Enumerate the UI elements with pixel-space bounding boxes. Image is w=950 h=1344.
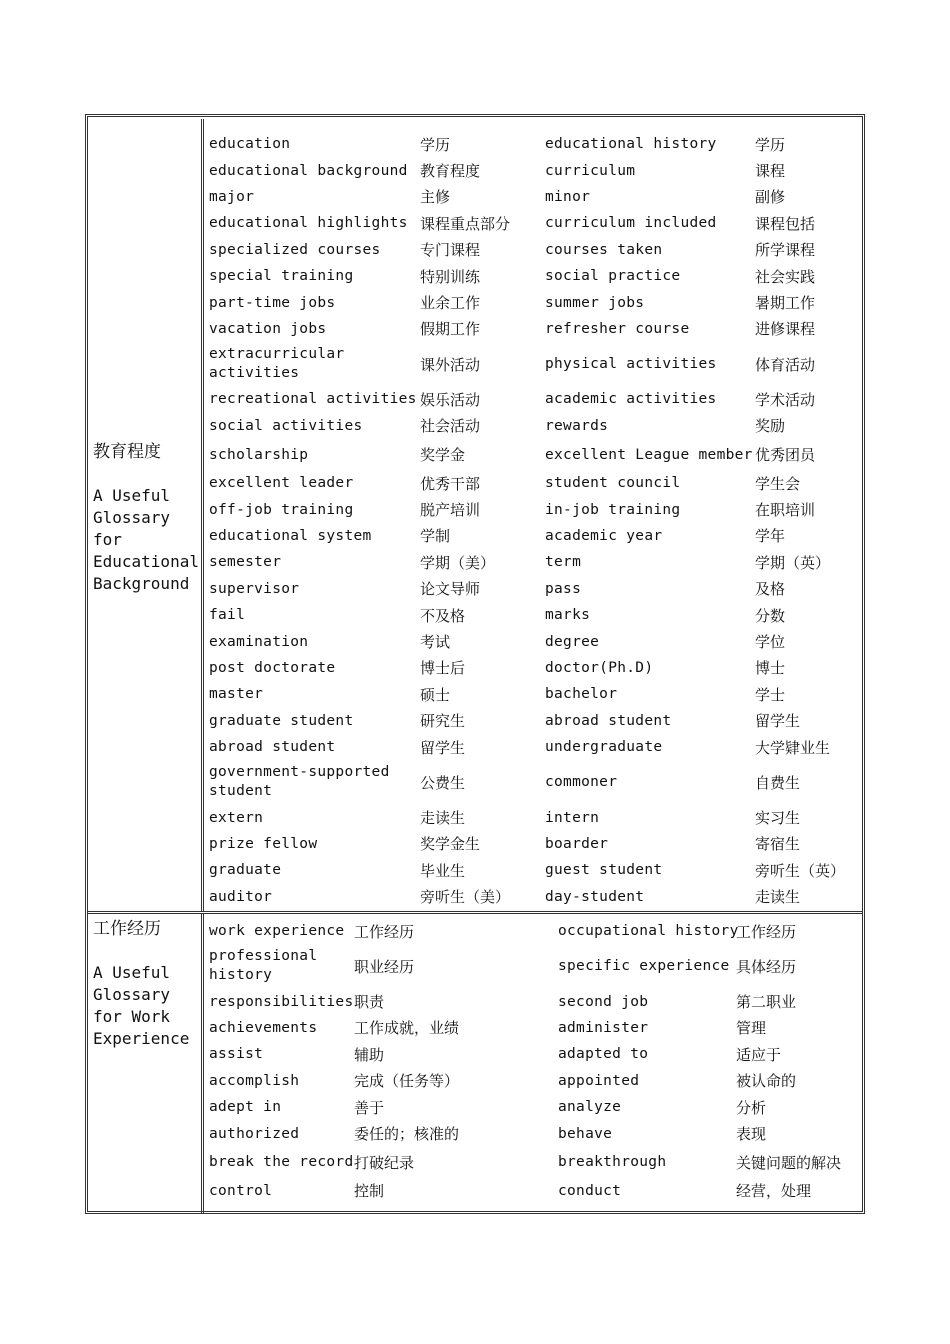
term-chinese: 课程 bbox=[755, 162, 786, 181]
table-row bbox=[209, 1094, 859, 1120]
table-row bbox=[209, 386, 859, 412]
term-english: off-job training bbox=[209, 501, 354, 518]
term-english: extracurricular activities bbox=[209, 346, 345, 382]
term-english: minor bbox=[545, 188, 591, 205]
term-english: academic year bbox=[545, 527, 663, 544]
term-chinese: 职责 bbox=[354, 993, 385, 1012]
term-chinese: 专门课程 bbox=[420, 241, 481, 260]
term-chinese: 学术活动 bbox=[755, 390, 816, 409]
term-chinese: 学期（美） bbox=[420, 553, 496, 572]
term-chinese: 走读生 bbox=[755, 888, 801, 907]
term-english: courses taken bbox=[545, 241, 663, 258]
term-chinese: 进修课程 bbox=[755, 320, 816, 339]
term-chinese: 寄宿生 bbox=[755, 835, 801, 854]
term-chinese: 留学生 bbox=[755, 712, 801, 731]
term-english: term bbox=[545, 554, 582, 571]
table-row bbox=[209, 857, 859, 883]
term-chinese: 分析 bbox=[736, 1098, 767, 1117]
term-chinese: 学历 bbox=[755, 135, 786, 154]
term-english: analyze bbox=[558, 1099, 622, 1116]
term-chinese: 在职培训 bbox=[755, 501, 816, 520]
term-english: excellent League member bbox=[545, 446, 753, 463]
term-chinese: 博士 bbox=[755, 659, 786, 678]
term-chinese: 学年 bbox=[755, 527, 786, 546]
term-english: intern bbox=[545, 809, 600, 826]
table-row bbox=[209, 470, 859, 496]
term-chinese: 研究生 bbox=[420, 712, 466, 731]
term-chinese: 走读生 bbox=[420, 809, 466, 828]
term-chinese: 毕业生 bbox=[420, 861, 466, 880]
term-chinese: 奖学金生 bbox=[420, 835, 481, 854]
term-english: educational system bbox=[209, 527, 372, 544]
table-row bbox=[209, 1178, 859, 1204]
term-chinese: 辅助 bbox=[354, 1045, 385, 1064]
term-english: boarder bbox=[545, 835, 609, 852]
term-chinese: 及格 bbox=[755, 580, 786, 599]
section-label-en: A Useful Glossary for Work Experience bbox=[93, 963, 190, 1048]
term-english: major bbox=[209, 188, 255, 205]
term-english: break the record bbox=[209, 1154, 354, 1171]
table-row bbox=[209, 289, 859, 315]
table-row bbox=[209, 210, 859, 236]
term-chinese: 不及格 bbox=[420, 606, 466, 625]
table-row bbox=[209, 602, 859, 628]
term-chinese: 旁听生（英） bbox=[755, 861, 846, 880]
section-label-en: A Useful Glossary for Educational Background bbox=[93, 486, 199, 593]
term-english: educational history bbox=[545, 136, 717, 153]
table-row bbox=[209, 263, 859, 289]
term-english: bachelor bbox=[545, 686, 618, 703]
term-chinese: 关键问题的解决 bbox=[736, 1153, 842, 1172]
term-chinese: 考试 bbox=[420, 633, 451, 652]
table-row bbox=[209, 1041, 859, 1067]
term-english: curriculum included bbox=[545, 215, 717, 232]
term-english: social activities bbox=[209, 417, 363, 434]
term-chinese: 分数 bbox=[755, 606, 786, 625]
table-row bbox=[209, 184, 859, 210]
term-chinese: 工作经历 bbox=[354, 922, 415, 941]
term-english: post doctorate bbox=[209, 659, 336, 676]
term-chinese: 学位 bbox=[755, 633, 786, 652]
term-english: authorized bbox=[209, 1125, 300, 1142]
term-chinese: 第二职业 bbox=[736, 993, 797, 1012]
term-english: part-time jobs bbox=[209, 294, 336, 311]
term-english: achievements bbox=[209, 1019, 318, 1036]
term-english: work experience bbox=[209, 923, 345, 940]
table-row bbox=[209, 413, 859, 439]
term-chinese: 善于 bbox=[354, 1098, 385, 1117]
table-row bbox=[209, 918, 859, 944]
term-chinese: 硕士 bbox=[420, 685, 451, 704]
term-chinese: 脱产培训 bbox=[420, 501, 481, 520]
term-chinese: 业余工作 bbox=[420, 294, 481, 313]
term-english: excellent leader bbox=[209, 475, 354, 492]
term-chinese: 优秀团员 bbox=[755, 446, 816, 464]
term-english: responsibilities bbox=[209, 993, 354, 1010]
term-chinese: 社会实践 bbox=[755, 267, 816, 286]
section-label-cell bbox=[88, 119, 204, 911]
term-english: assist bbox=[209, 1046, 264, 1063]
term-english: occupational history bbox=[558, 923, 739, 940]
section-work-experience bbox=[88, 911, 862, 1213]
term-chinese: 教育程度 bbox=[420, 162, 481, 181]
glossary-table bbox=[85, 114, 865, 1214]
term-english: extern bbox=[209, 809, 264, 826]
term-chinese: 适应于 bbox=[736, 1045, 782, 1064]
term-english: supervisor bbox=[209, 580, 300, 597]
term-english: adapted to bbox=[558, 1046, 649, 1063]
term-chinese: 课外活动 bbox=[420, 355, 481, 374]
term-chinese: 学期（英） bbox=[755, 553, 831, 572]
term-english: summer jobs bbox=[545, 294, 645, 311]
term-english: appointed bbox=[558, 1072, 640, 1089]
term-chinese: 学历 bbox=[420, 135, 451, 154]
term-english: graduate student bbox=[209, 712, 354, 729]
table-row bbox=[209, 760, 859, 804]
term-chinese: 完成（任务等） bbox=[354, 1072, 460, 1091]
table-row bbox=[209, 523, 859, 549]
term-chinese: 社会活动 bbox=[420, 417, 481, 436]
table-row bbox=[209, 157, 859, 183]
term-english: abroad student bbox=[209, 739, 336, 756]
section-educational-background bbox=[88, 119, 862, 911]
table-row bbox=[209, 237, 859, 263]
term-english: specific experience bbox=[558, 957, 730, 974]
term-chinese: 职业经历 bbox=[354, 957, 415, 976]
term-chinese: 所学课程 bbox=[755, 241, 816, 260]
table-row bbox=[209, 804, 859, 830]
term-chinese: 具体经历 bbox=[736, 957, 797, 976]
table-row bbox=[209, 884, 859, 910]
term-english: behave bbox=[558, 1125, 613, 1142]
term-chinese: 学生会 bbox=[755, 474, 801, 493]
term-english: refresher course bbox=[545, 320, 690, 337]
term-english: pass bbox=[545, 580, 582, 597]
term-english: special training bbox=[209, 268, 354, 285]
term-chinese: 实习生 bbox=[755, 809, 801, 828]
term-chinese: 娱乐活动 bbox=[420, 390, 481, 409]
term-english: in-job training bbox=[545, 501, 681, 518]
table-row bbox=[209, 549, 859, 575]
term-english: commoner bbox=[545, 773, 618, 790]
term-chinese: 学制 bbox=[420, 527, 451, 546]
section-label-zh: 教育程度 bbox=[93, 442, 161, 462]
table-row bbox=[209, 1120, 859, 1146]
term-english: social practice bbox=[545, 268, 681, 285]
section-label-cell bbox=[88, 914, 204, 1213]
term-english: control bbox=[209, 1182, 273, 1199]
term-english: conduct bbox=[558, 1182, 622, 1199]
term-english: doctor(Ph.D) bbox=[545, 659, 654, 676]
table-row bbox=[209, 988, 859, 1014]
table-row bbox=[209, 655, 859, 681]
term-english: semester bbox=[209, 554, 282, 571]
term-chinese: 体育活动 bbox=[755, 355, 816, 374]
table-row bbox=[209, 734, 859, 760]
term-english: educational background bbox=[209, 162, 408, 179]
term-chinese: 工作经历 bbox=[736, 922, 797, 941]
table-row bbox=[209, 1068, 859, 1094]
term-chinese: 博士后 bbox=[420, 659, 466, 678]
term-chinese: 自费生 bbox=[755, 773, 801, 792]
term-english: graduate bbox=[209, 862, 282, 879]
term-english: marks bbox=[545, 607, 591, 624]
term-chinese: 经营，处理 bbox=[736, 1182, 812, 1201]
term-chinese: 奖励 bbox=[755, 417, 786, 436]
term-english: prize fellow bbox=[209, 835, 318, 852]
term-chinese: 管理 bbox=[736, 1019, 767, 1038]
term-chinese: 大学肄业生 bbox=[755, 738, 831, 757]
table-row bbox=[209, 342, 859, 386]
term-chinese: 假期工作 bbox=[420, 320, 481, 339]
term-english: auditor bbox=[209, 888, 273, 905]
term-english: academic activities bbox=[545, 391, 717, 408]
term-english: education bbox=[209, 136, 291, 153]
term-english: student council bbox=[545, 475, 681, 492]
term-english: physical activities bbox=[545, 355, 717, 372]
term-english: second job bbox=[558, 993, 649, 1010]
term-english: rewards bbox=[545, 417, 609, 434]
term-english: professional history bbox=[209, 948, 318, 984]
table-row bbox=[209, 131, 859, 157]
term-english: abroad student bbox=[545, 712, 672, 729]
term-chinese: 被认命的 bbox=[736, 1072, 797, 1091]
term-english: accomplish bbox=[209, 1072, 300, 1089]
term-chinese: 工作成就，业绩 bbox=[354, 1019, 460, 1038]
term-english: examination bbox=[209, 633, 309, 650]
term-english: adept in bbox=[209, 1099, 282, 1116]
term-english: scholarship bbox=[209, 446, 309, 463]
term-chinese: 公费生 bbox=[420, 773, 466, 792]
term-english: fail bbox=[209, 607, 246, 624]
term-english: recreational activities bbox=[209, 391, 417, 408]
term-english: administer bbox=[558, 1019, 649, 1036]
table-row bbox=[209, 316, 859, 342]
term-chinese: 主修 bbox=[420, 188, 451, 207]
table-row bbox=[209, 576, 859, 602]
term-chinese: 暑期工作 bbox=[755, 294, 816, 313]
table-row bbox=[209, 628, 859, 654]
term-chinese: 课程包括 bbox=[755, 214, 816, 233]
term-english: educational highlights bbox=[209, 215, 408, 232]
term-english: curriculum bbox=[545, 162, 636, 179]
section-label-zh: 工作经历 bbox=[93, 919, 161, 939]
term-chinese: 优秀干部 bbox=[420, 474, 481, 493]
term-chinese: 控制 bbox=[354, 1182, 385, 1201]
table-row bbox=[209, 439, 859, 470]
term-chinese: 课程重点部分 bbox=[420, 214, 511, 233]
term-chinese: 表现 bbox=[736, 1125, 767, 1144]
table-row bbox=[209, 944, 859, 988]
term-chinese: 学士 bbox=[755, 685, 786, 704]
term-english: undergraduate bbox=[545, 739, 663, 756]
term-english: guest student bbox=[545, 862, 663, 879]
term-english: vacation jobs bbox=[209, 320, 327, 337]
term-english: day-student bbox=[545, 888, 645, 905]
term-english: specialized courses bbox=[209, 241, 381, 258]
term-chinese: 打破纪录 bbox=[354, 1153, 415, 1172]
term-chinese: 留学生 bbox=[420, 738, 466, 757]
term-chinese: 旁听生（美） bbox=[420, 888, 511, 907]
table-row bbox=[209, 681, 859, 707]
table-row bbox=[209, 496, 859, 522]
term-english: degree bbox=[545, 633, 600, 650]
table-row bbox=[209, 1147, 859, 1178]
term-chinese: 副修 bbox=[755, 188, 786, 207]
term-chinese: 奖学金 bbox=[420, 446, 466, 464]
term-english: breakthrough bbox=[558, 1154, 667, 1171]
term-english: government-supported student bbox=[209, 764, 390, 800]
term-chinese: 论文导师 bbox=[420, 580, 481, 599]
term-chinese: 委任的；核准的 bbox=[354, 1125, 460, 1144]
table-row bbox=[209, 1015, 859, 1041]
table-row bbox=[209, 831, 859, 857]
table-row bbox=[209, 708, 859, 734]
term-chinese: 特别训练 bbox=[420, 267, 481, 286]
term-english: master bbox=[209, 686, 264, 703]
